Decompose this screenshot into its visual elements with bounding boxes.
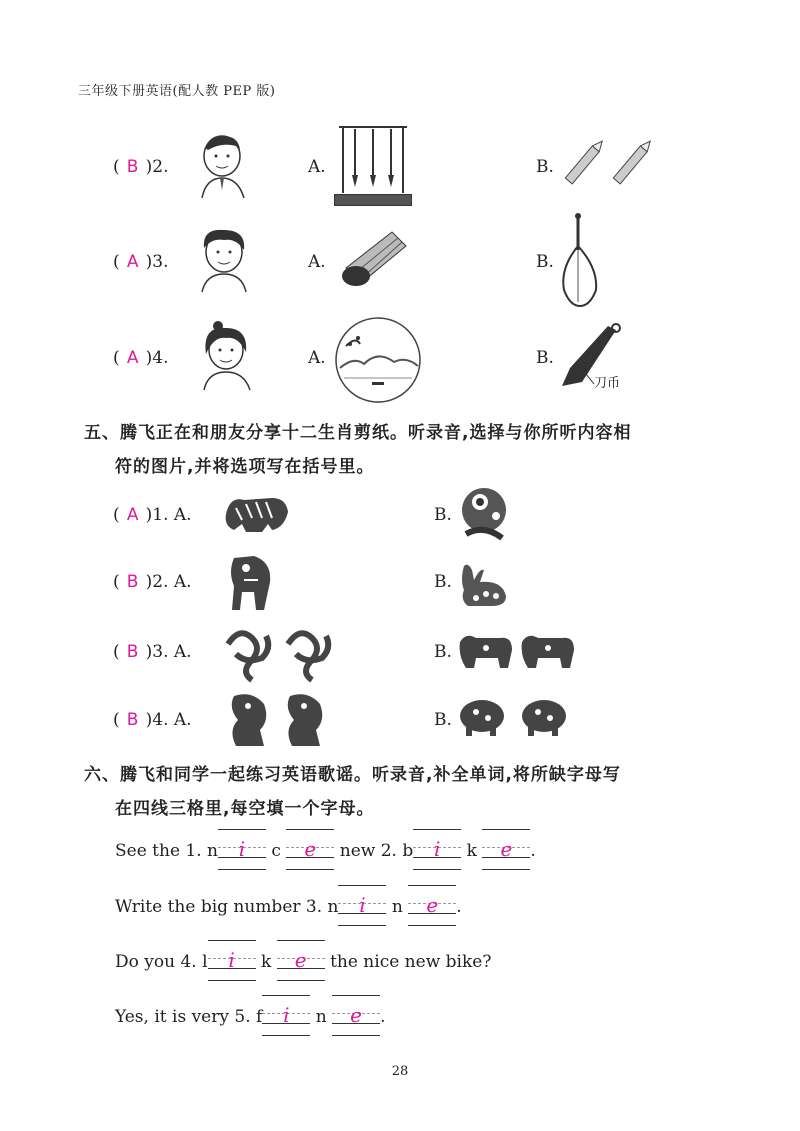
filled-letter: i [228, 948, 235, 972]
answer-row-5-4: ( B )4. A. [113, 710, 192, 730]
filled-letter: e [304, 837, 317, 861]
answer-row-5-3: ( B )3. A. [113, 642, 192, 662]
four-line-grid[interactable] [338, 892, 386, 922]
monkey-papercut-image [456, 484, 512, 544]
option-b-label: B. [536, 157, 554, 177]
sentence-text: k [260, 952, 272, 972]
sentence-text: new 2. b [339, 841, 414, 861]
answer-row-5-1: ( A )1. A. [113, 505, 192, 525]
filled-letter: i [359, 893, 366, 917]
option-b-label: B. [536, 348, 554, 368]
option-a-label: A. [308, 348, 326, 368]
boy-portrait-image [196, 132, 250, 200]
option-b-label: B. [434, 505, 452, 525]
sentence-text: . [380, 1007, 386, 1027]
sentence-text: the nice new bike? [330, 952, 492, 972]
knife-coin-caption: 刀币 [594, 376, 621, 391]
sentence-text: Yes, it is very 5. f [115, 1007, 263, 1027]
sentence-text: n [315, 1007, 327, 1027]
boy-curly-portrait-image [196, 226, 252, 294]
chant-line-1 [115, 836, 536, 866]
sentence-text: . [456, 897, 462, 917]
question-number: 3. A. [152, 642, 192, 662]
four-line-grid[interactable] [286, 836, 334, 866]
sentence-text: Write the big number 3. n [115, 897, 339, 917]
filled-letter: i [238, 837, 246, 861]
sentence-text: c [271, 841, 281, 861]
filled-letter: e [500, 837, 513, 861]
book-header: 三年级下册英语(配人教 PEP 版) [78, 84, 276, 99]
sentence-text: n [391, 897, 403, 917]
bamboo-slips-image [336, 228, 412, 292]
answer-value: B [126, 157, 139, 177]
tiger-papercut-image [222, 488, 292, 538]
pencils-image [560, 140, 670, 192]
option-b-label: B. [536, 252, 554, 272]
chant-line-3 [115, 947, 491, 977]
chant-line-2 [115, 892, 462, 922]
question-number: 4. A. [152, 710, 192, 730]
question-number: 1. A. [152, 505, 192, 525]
answer-value: A [126, 348, 139, 368]
girl-portrait-image [198, 320, 256, 392]
option-b-label: B. [434, 572, 452, 592]
rabbit-papercut-image [456, 560, 512, 608]
horse-papercut-image [224, 552, 276, 614]
section-6-title: 六、腾飞和同学一起练习英语歌谣。听录音,补全单词,将所缺字母写 [84, 765, 621, 785]
pig-papercut-pair-image [456, 696, 574, 740]
question-number: 3. [152, 252, 169, 272]
option-b-label: B. [434, 642, 452, 662]
four-line-grid[interactable] [218, 836, 266, 866]
sentence-text: k [466, 841, 477, 861]
option-a-label: A. [308, 157, 326, 177]
four-line-grid[interactable] [262, 1002, 310, 1032]
section-6-title-cont: 在四线三格里,每空填一个字母。 [115, 799, 375, 819]
answer-row-3: ( A )3. [113, 252, 169, 272]
brush-rack-image [333, 123, 413, 207]
four-line-grid[interactable] [413, 836, 461, 866]
answer-value: B [126, 710, 139, 730]
pipa-instrument-image [556, 210, 606, 310]
answer-value: B [126, 642, 139, 662]
section-5-title: 五、腾飞正在和朋友分享十二生肖剪纸。听录音,选择与你所听内容相 [84, 423, 632, 443]
answer-value: A [126, 505, 139, 525]
option-a-label: A. [308, 252, 326, 272]
question-number: 2. [152, 157, 169, 177]
answer-value: B [126, 572, 139, 592]
option-b-label: B. [434, 710, 452, 730]
four-line-grid[interactable] [277, 947, 325, 977]
sentence-text: . [530, 841, 536, 861]
four-line-grid[interactable] [208, 947, 256, 977]
four-line-grid[interactable] [408, 892, 456, 922]
monkey-papercut-pair-image [224, 690, 338, 748]
filled-letter: e [426, 893, 439, 917]
filled-letter: i [283, 1003, 290, 1027]
filled-letter: i [434, 837, 441, 861]
filled-letter: e [294, 948, 307, 972]
section-5-title-cont: 符的图片,并将选项写在括号里。 [115, 457, 375, 477]
answer-row-4: ( A )4. [113, 348, 169, 368]
question-number: 4. [152, 348, 169, 368]
question-number: 2. A. [152, 572, 192, 592]
dog-papercut-pair-image [456, 628, 580, 674]
filled-letter: e [350, 1003, 362, 1027]
ink-painting-image [334, 316, 422, 404]
sentence-text: See the 1. n [115, 841, 218, 861]
answer-row-5-2: ( B )2. A. [113, 572, 192, 592]
four-line-grid[interactable] [482, 836, 530, 866]
page-number: 28 [391, 1064, 409, 1079]
answer-row-2: ( B )2. [113, 157, 169, 177]
chant-line-4 [115, 1002, 385, 1032]
dragon-papercut-pair-image [222, 624, 340, 684]
sentence-text: Do you 4. l [115, 952, 208, 972]
answer-value: A [126, 252, 139, 272]
four-line-grid[interactable] [332, 1002, 380, 1032]
